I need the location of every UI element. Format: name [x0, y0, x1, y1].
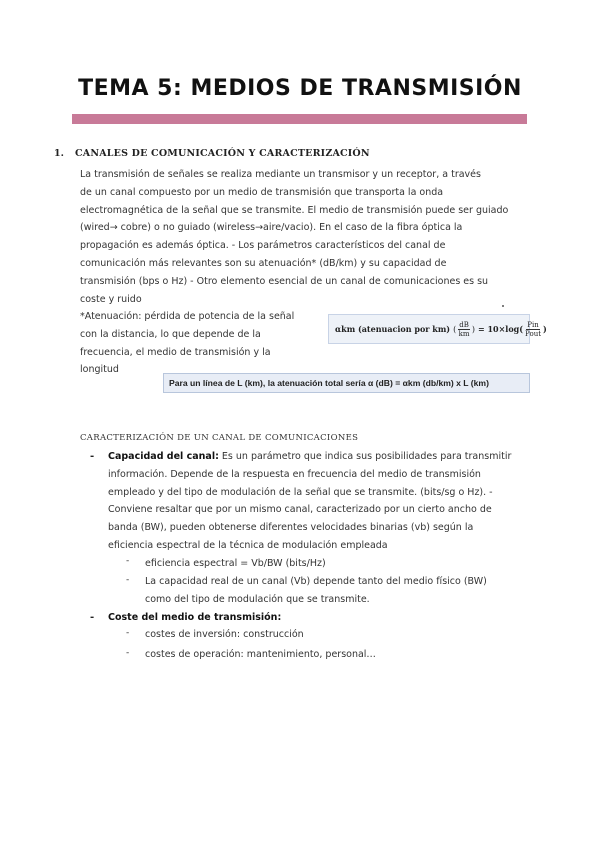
attenuation-line: frecuencia, el medio de transmisión y la [80, 346, 271, 358]
intro-line: de un canal compuesto por un medio de transmisión que transporta la onda [80, 186, 444, 198]
cost-label: Coste del medio de transmisión: [108, 612, 282, 623]
sub-line: costes de operación: mantenimiento, personal… [145, 649, 376, 660]
capacity-bullet [108, 448, 533, 555]
attenuation-note [80, 308, 320, 379]
intro-line: propagación es además óptica. - Los parámetros característicos del canal de [80, 240, 446, 252]
title-underline-bar [72, 114, 527, 124]
page-title: TEMA 5: MEDIOS DE TRANSMISIÓN [78, 76, 522, 101]
sub-bullet-dash: - [126, 648, 130, 658]
intro-paragraph [80, 166, 530, 308]
intro-line: electromagnética de la señal que se transmite. El medio de transmisión puede ser guiado [80, 204, 509, 216]
capacity-line: Conviene resaltar que por un mismo canal, caracterizado por un cierto ancho de [108, 504, 492, 516]
intro-line: comunicación más relevantes son su atenuación* (dB/km) y su capacidad de [80, 257, 447, 269]
intro-line: La transmisión de señales se realiza mediante un transmisor y un receptor, a través [80, 169, 481, 180]
formula-unit-fraction [458, 321, 470, 338]
investment-cost-item [145, 626, 535, 644]
real-capacity-item [145, 573, 535, 609]
intro-line: transmisión (bps o Hz) - Otro elemento esencial de un canal de comunicaciones es su [80, 275, 489, 287]
spectral-efficiency-item [145, 555, 535, 573]
capacity-line: banda (BW), pueden obtenerse diferentes velocidades binarias (vb) según la [108, 522, 474, 534]
formula-unit-num: dB [459, 320, 469, 329]
capacity-line [108, 448, 533, 466]
intro-line: (wired→ cobre) o no guiado (wireless→aire/vacio). En el caso de la fibra óptica la [80, 222, 463, 234]
attenuation-line: *Atenuación: pérdida de potencia de la señal [80, 311, 295, 322]
total-attenuation-box [163, 373, 530, 393]
attenuation-line: longitud [80, 364, 119, 376]
decorative-dot [502, 305, 504, 307]
formula-lhs: αkm (atenuacion por km) [335, 324, 451, 334]
section-title: CANALES DE COMUNICACIÓN Y CARACTERIZACIÓN [75, 148, 370, 159]
sub-line: costes de inversión: construcción [145, 629, 304, 640]
attenuation-line: con la distancia, lo que depende de la [80, 328, 261, 340]
formula-unit-den: km [458, 329, 470, 338]
sub-line: como del tipo de modulación que se transmite. [145, 593, 370, 605]
formula-rhs-suffix: ) [543, 324, 547, 334]
cost-bullet [108, 609, 533, 627]
capacity-label: Capacidad del canal: [108, 451, 219, 462]
sub-bullet-dash: - [126, 556, 130, 566]
bullet-dash: - [90, 612, 95, 623]
capacity-line: información. Depende de la respuesta en frecuencia del medio de transmisión [108, 468, 481, 480]
formula-rhs-prefix: = 10×log( [477, 324, 524, 334]
operation-cost-item [145, 646, 535, 664]
total-attenuation-text: Para un línea de L (km), la atenuación total sería α (dB) = αkm (db/km) x L (km) [169, 378, 489, 388]
capacity-line: empleado y del tipo de modulación de la señal que se transmite. (bits/sg o Hz). - [108, 486, 493, 498]
intro-line: coste y ruido [80, 293, 142, 305]
sub-line: La capacidad real de un canal (Vb) depende tanto del medio físico (BW) [145, 576, 487, 587]
attenuation-formula: αkm (atenuacion por km) ( $\frac{dB}{km}$ ) = 10×log( $\frac{\text{Pin}}{\text{Pout}}$ ) [328, 314, 530, 344]
sub-bullet-dash: - [126, 628, 130, 638]
sub-bullet-dash: - [126, 575, 130, 585]
sub-line: eficiencia espectral = Vb/BW (bits/Hz) [145, 558, 326, 569]
characterization-heading: CARACTERIZACIÓN DE UN CANAL DE COMUNICACIONES [80, 433, 359, 443]
capacity-line: eficiencia espectral de la técnica de modulación empleada [108, 539, 388, 551]
formula-power-fraction [525, 321, 541, 338]
formula-p-in: Pin [527, 320, 539, 329]
section-number: 1. [54, 148, 64, 159]
bullet-dash: - [90, 451, 95, 462]
formula-p-out: Pout [525, 329, 542, 338]
capacity-line-text: Es un parámetro que indica sus posibilidades para transmitir [218, 451, 512, 462]
